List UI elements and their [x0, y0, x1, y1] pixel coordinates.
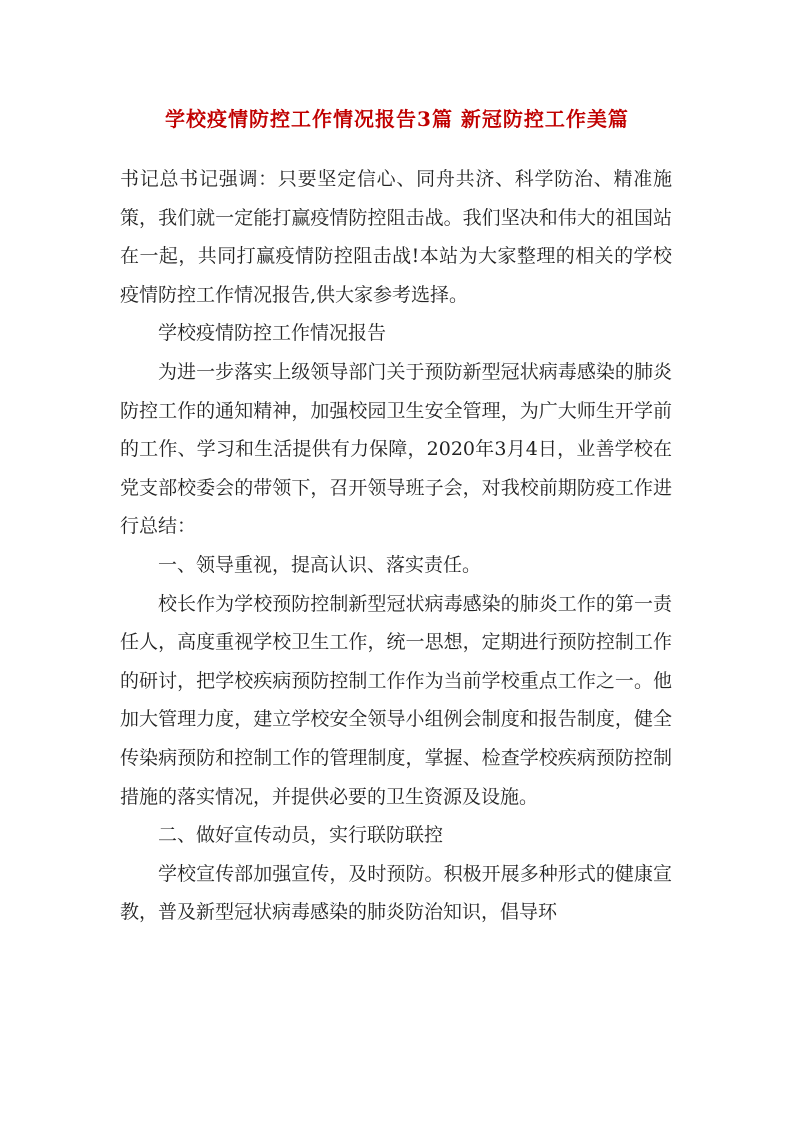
document-body [120, 160, 672, 932]
document-title: 学校疫情防控工作情况报告3篇 新冠防控工作美篇 [165, 107, 629, 131]
section-heading-2: 二、做好宣传动员，实行联防联控 [158, 824, 444, 847]
section-2-paragraph: 学校宣传部加强宣传，及时预防。积极开展多种形式的健康宣教，普及新型冠状病毒感染的肺炎防治知识，倡导环 [120, 862, 672, 924]
report-opening-paragraph: 为进一步落实上级领导部门关于预防新型冠状病毒感染的肺炎防控工作的通知精神，加强校园卫生安全管理，为广大师生开学前的工作、学习和生活提供有力保障，2020年3月4日，业善学校在党支部校委会的带领下，召开领导班子会，对我校前期防疫工作进行总结： [120, 360, 672, 538]
section-1-paragraph: 校长作为学校预防控制新型冠状病毒感染的肺炎工作的第一责任人，高度重视学校卫生工作，统一思想，定期进行预防控制工作的研讨，把学校疾病预防控制工作作为当前学校重点工作之一。他加大管理力度，建立学校安全领导小组例会制度和报告制度，健全传染病预防和控制工作的管理制度，掌握、检查学校疾病预防控制措施的落实情况，并提供必要的卫生资源及设施。 [120, 592, 672, 808]
section-heading-1: 一、领导重视，提高认识、落实责任。 [158, 553, 482, 576]
intro-paragraph: 书记总书记强调：只要坚定信心、同舟共济、科学防治、精准施策，我们就一定能打赢疫情防控阻击战。我们坚决和伟大的祖国站在一起，共同打赢疫情防控阻击战!本站为大家整理的相关的学校疫情防控工作情况报告,供大家参考选择。 [120, 168, 672, 306]
report-heading: 学校疫情防控工作情况报告 [158, 322, 387, 345]
